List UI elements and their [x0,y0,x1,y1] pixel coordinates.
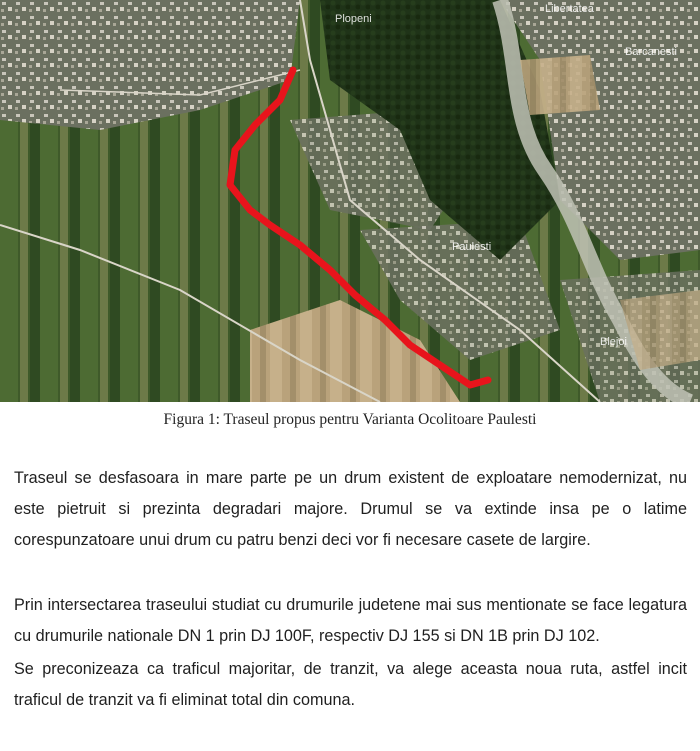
map-label-paulesti: Paulesti [452,241,492,253]
figure-caption: Figura 1: Traseul propus pentru Varianta Ocolitoare Paulesti [163,411,537,428]
paragraph-route-description: Traseul se desfasoara in mare parte pe un drum existent de exploatare nemodernizat, nu este pietruit si prezinta degradari majore. Drumul se va extinde insa pe o latime corespunzatoare unui drum cu patru benzi deci vor fi necesare casete de largire. [14,469,687,549]
map-label-libertatea: Libertatea [545,3,594,15]
paragraph-traffic-forecast: Se preconizeaza ca traficul majoritar, de tranzit, va alege aceasta noua ruta, astfel incit traficul de tranzit va fi eliminat total din comuna. [14,660,687,709]
paragraph-road-connections: Prin intersectarea traseului studiat cu drumurile judetene mai sus mentionate se face legatura cu drumurile nationale DN 1 prin DJ 100F, respectiv DJ 155 si DN 1B prin DJ 102. [14,596,687,645]
map-label-blejoi: Blejoi [600,336,627,348]
map-label-plopeni: Plopeni [335,13,372,25]
map-label-barcanesti: Barcanesti [625,46,677,58]
